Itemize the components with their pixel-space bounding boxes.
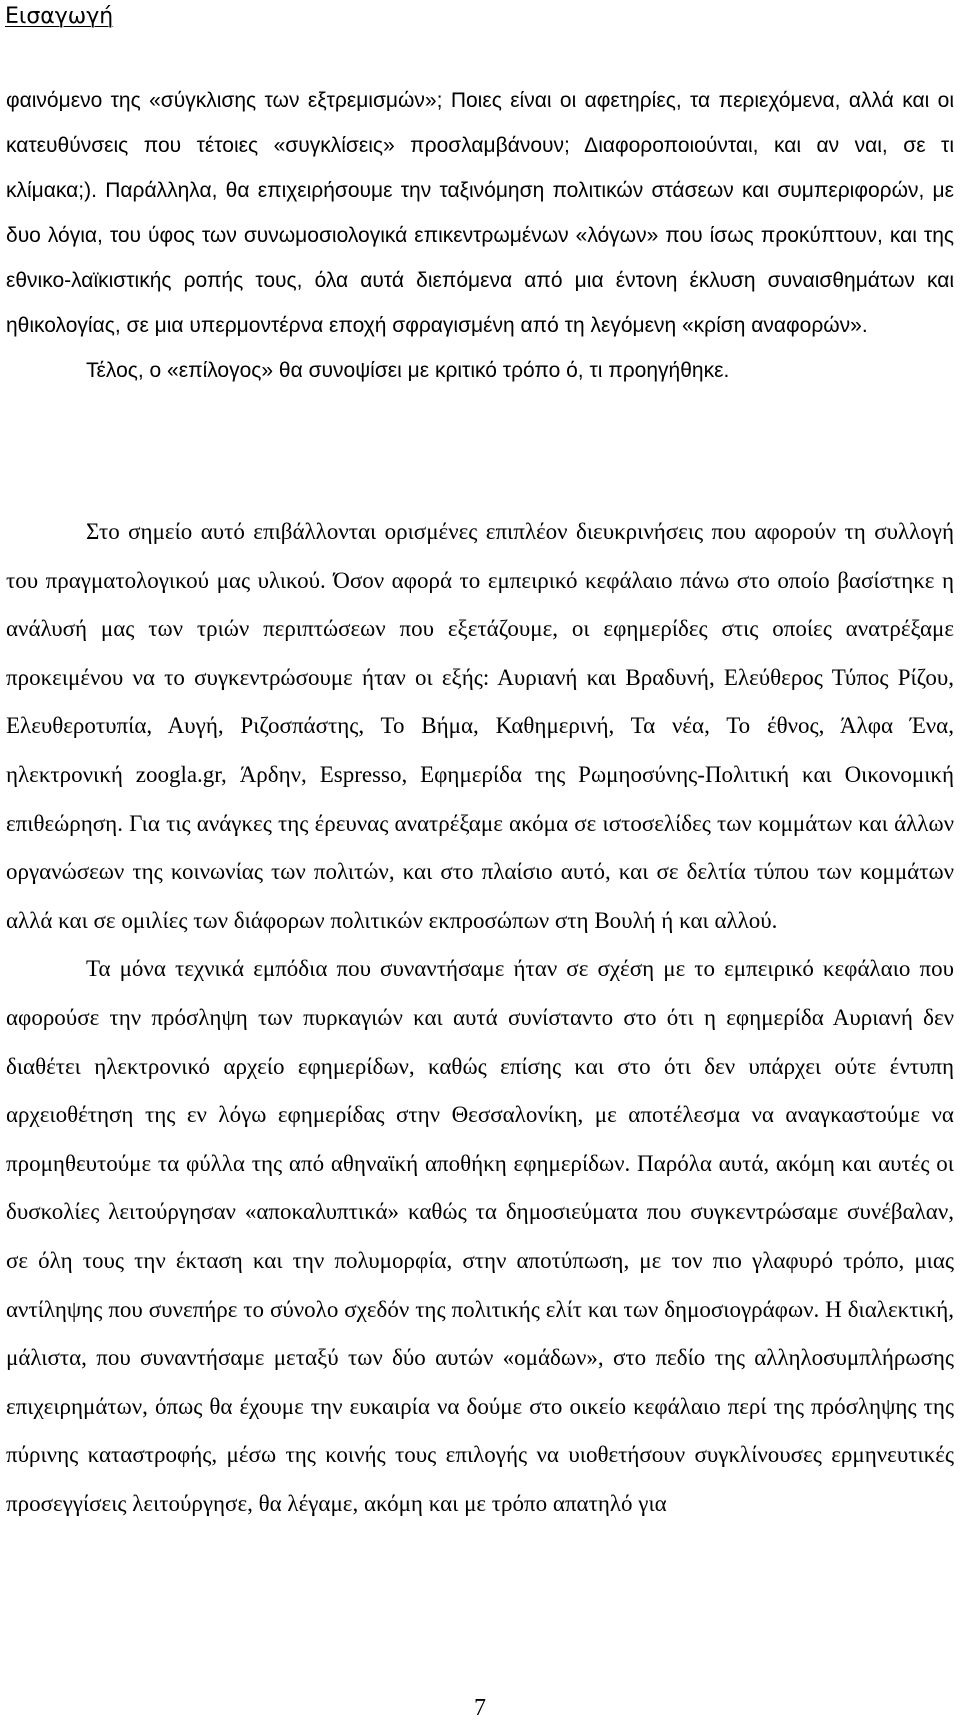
- document-body-top: [6, 78, 954, 393]
- page-number: 7: [474, 1695, 486, 1721]
- paragraph: Τα μόνα τεχνικά εμπόδια που συναντήσαμε ήταν σε σχέση με το εμπειρικό κεφάλαιο που αφορούσε την πρόσληψη των πυρκαγιών και αυτά συνίσταντο στο ότι η εφημερίδα Αυριανή δεν διαθέτει ηλεκτρονικό αρχείο εφημερίδων, καθώς επίσης και στο ότι δεν υπάρχει ούτε έντυπη αρχειοθέτηση της εν λόγω εφημερίδας στην Θεσσαλονίκη, με αποτέλεσμα να αναγκαστούμε να προμηθευτούμε τα φύλλα της από αθηναϊκή αποθήκη εφημερίδων. Παρόλα αυτά, ακόμη και αυτές οι δυσκολίες λειτούργησαν «αποκαλυπτικά» καθώς τα δημοσιεύματα που συγκεντρώσαμε συνέβαλαν, σε όλη τους την έκταση και την πολυμορφία, στην αποτύπωση, με τον πιο γλαφυρό τρόπο, μιας αντίληψης που συνεπήρε το σύνολο σχεδόν της πολιτικής ελίτ και των δημοσιογράφων. Η διαλεκτική, μάλιστα, που συναντήσαμε μεταξύ των δύο αυτών «ομάδων», στο πεδίο της αλληλοσυμπλήρωσης επιχειρημάτων, όπως θα έχουμε την ευκαιρία να δούμε στο οικείο κεφάλαιο περί της πρόσληψης της πύρινης καταστροφής, μέσω της κοινής τους επιλογής να υιοθετήσουν συγκλίνουσες ερμηνευτικές προσεγγίσεις λειτούργησε, θα λέγαμε, ακόμη και με τρόπο απατηλό για: [6, 956, 954, 1516]
- section-header: Εισαγωγή: [5, 4, 114, 29]
- paragraph: Στο σημείο αυτό επιβάλλονται ορισμένες επιπλέον διευκρινήσεις που αφορούν τη συλλογή του πραγματολογικού μας υλικού. Όσον αφορά το εμπειρικό κεφάλαιο πάνω στο οποίο βασίστηκε η ανάλυσή μας των τριών περιπτώσεων που εξετάζουμε, οι εφημερίδες στις οποίες ανατρέξαμε προκειμένου να το συγκεντρώσουμε ήταν οι εξής: Αυριανή και Βραδυνή, Ελεύθερος Τύπος Ρίζου, Ελευθεροτυπία, Αυγή, Ριζοσπάστης, Το Βήμα, Καθημερινή, Τα νέα, Το έθνος, Άλφα Ένα, ηλεκτρονική zoogla.gr, Άρδην, Espresso, Εφημερίδα της Ρωμηοσύνης-Πολιτική και Οικονομική επιθεώρηση. Για τις ανάγκες της έρευνας ανατρέξαμε ακόμα σε ιστοσελίδες των κομμάτων και άλλων οργανώσεων της κοινωνίας των πολιτών, και στο πλαίσιο αυτό, και σε δελτία τύπου των κομμάτων αλλά και σε ομιλίες των διάφορων πολιτικών εκπροσώπων στη Βουλή ή και αλλού.: [6, 519, 954, 933]
- paragraph: Τέλος, ο «επίλογος» θα συνοψίσει με κριτικό τρόπο ό, τι προηγήθηκε.: [86, 359, 730, 382]
- document-body: [6, 508, 954, 1528]
- paragraph: φαινόμενο της «σύγκλισης των εξτρεμισμών»; Ποιες είναι οι αφετηρίες, τα περιεχόμενα, αλλά και οι κατευθύνσεις που τέτοιες «συγκλίσεις» προσλαμβάνουν; Διαφοροποιούνται, και αν ναι, σε τι κλίμακα;). Παράλληλα, θα επιχειρήσουμε την ταξινόμηση πολιτικών στάσεων και συμπεριφορών, με δυο λόγια, του ύφος των συνωμοσιολογικά επικεντρωμένων «λόγων» που ίσως προκύπτουν, και της εθνικο-λαϊκιστικής ροπής τους, όλα αυτά διεπόμενα από μια έντονη έκλυση συναισθημάτων και ηθικολογίας, σε μια υπερμοντέρνα εποχή σφραγισμένη από τη λεγόμενη «κρίση αναφορών».: [6, 89, 954, 337]
